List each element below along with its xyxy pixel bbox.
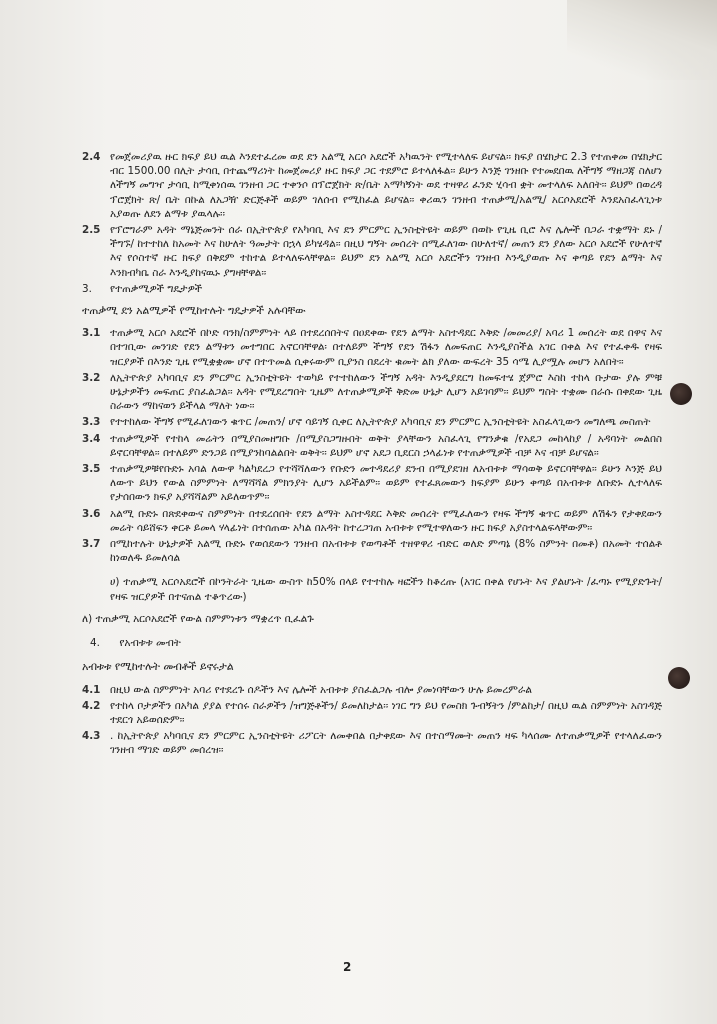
clause-number: 3.2 [82,371,101,384]
clause-text: . ከኢትዮጵያ አካባቢና ደን ምርምር ኢንስቲትዩት ሪፖርት ለመቀበል በታቀደው እና በተስማሙት መጠን ዛፍ ካላሰሙ ለተጠቃሚዎች የተላለፈውን ገንዘብ ማገድ ወይም መሰረዝ፡፡ [110,730,662,757]
clause-text: ተጠቃሚዎቹየቡድኑ አባል ለውዋ ካልካደረጋ የተሻሻለውን የቡድን መተዳደሪያ ደንብ በሚያደገዘ ለአብቱቱ ማሳወቅ ይኖርባቸዋል፡፡ ይሁን እንጅ ይህ ለውጥ ይህን የውል ስምምነት ለማሻሻል ምክንያት ሊሆን አይችልም፡፡ ወይም የተፈጸመውን ክፍያም ይሁን ቀጣይ በአብቱቱ ለቡድኑ ሊተላለፍ የታሰበውን ክፍያ አያሻሻልም አይለወጥም፡፡ [110,463,662,504]
page-number: 2 [343,960,352,974]
clause-4-2 [82,699,662,727]
clause-number: 3.7 [82,538,101,551]
clause-number: 3.3 [82,416,101,429]
clause-2-5 [82,223,662,280]
section-title: የተጠቃሚዎች ግዴታዎች [110,282,203,295]
punch-hole [668,667,690,689]
section-title: የአብቱቱ መብት [119,637,181,650]
clause-number: 2.5 [82,224,101,237]
clause-4-3 [82,729,662,757]
section-3-heading: ተጠቃሚ ደን አልሚዎች የሚከተሉት ግዴታዎች አሉባቸው [82,304,306,318]
clause-3-6 [82,507,662,535]
clause-text: የመጀመሪያዉ ዙር ክፍያ ይህ ዉል እንደተፈረመ ወደ ደን አልሚ አርሶ አደሮች አካዉንት የሚተላለፍ ይሆናል፡፡ ክፍያ በሄክታር 2.3 የተጠቀመ በሄክታር ብር 1500.00 በሊት ታሳቢ በተጨማሪነት ከመጀመሪያ ዙር ክፍያ ጋር ተደምሮ ይተላለፋል፡፡ ይሁን እንጅ ገንዘቡ የተመደበዉ ለችግኝ ማዘጋጃ ስለሆነ ለችግኝ መግዣ ታሳቢ ከሚቀነሰዉ ገንዘብ ጋር ተቀንሶ በፕሮጀክት ጽ/ቤት አማካኝነት ወደ ተዛዋሪ ፈንድ ሂሳብ ቋት መተላለፍ አለበት፡፡ ይህም በወረዳ ፕሮጀክት ጽ/ ቤት በኩል ለአጋዥ ድርጅቶች ወይም ገለሰብ የሚከፈል ይሆናል፡፡ ቀሪዉን ገንዘብ ተጠቃሚ/አልሚ/ አርሶአደሮች እንደአስፈላጊነቱ አያወጡ ለደን ልማቱ ያዉላሉ፡፡ [110,151,662,220]
section-4-title [82,636,662,650]
clause-text: አልሚ ቡድኑ በጽደቀውና ስምምነት በተደረሰበት የደን ልማት አስተዳደር እቅድ መሰረት የሚፈለውን የዛፍ ችግኝ ቁጥር ወይም ለሽፋን የታቀደውን መሬት ሳይሸፍን ቀርቶ ይመላ ሃላፊነት በተሰጠው አካል በአዳት ከተረጋገጠ አብቱቱ የሚተዋለውን ዙር ክፍያ አያስተላልፍላቸውም፡፡ [110,507,662,534]
clause-text: የተተከለው ችግኝ የሚፈለገውን ቁጥር /መጠን/ ሆኖ ሳይገኝ ሲቀር ለኢትዮጵያ አካባቢና ደን ምርምር ኢንስቲትዩት አስፈላጊውን መግለጫ መስጠት [110,416,651,429]
punch-hole [670,383,692,405]
clause-text: ተጠቃሚ አርሶ አደሮች በኮድ ባንክ/ስምምነት ላይ በተደረሰበትና በዐደቀው የደን ልማት አስተዳደር እቅድ /መመሪያ/ አባሪ 1 መሰረት ወደ በዋና እና በተገቢው መንገድ የደን ልማቱን መተግበር አኖርባቸዋል፡ በተለይም ችግኝ የደን ሽፋን ለመፍጠር እንዲያስችል አገር በቀል እና የተፈቀዱ የዛፍ ዝርያዎች በእንድ ጊዜ የሚቋቋሙ ሆኖ በተጥመል ሲቀሩውም ቢያንስ በደረት ቁመት ልክ ያለው ውፍረት 35 ሳሜ ሊያሟሉ መሆን አለበት፡፡ [110,327,662,368]
document-body [82,150,662,760]
clause-number: 3.4 [82,432,101,445]
clause-3-1 [82,326,662,369]
section-4-heading: አብቱቱ የሚከተሉት መብቶች ይኖሩታል [82,660,234,674]
clause-3-4 [82,432,662,460]
clause-2-4 [82,150,662,221]
clause-4-1 [82,683,662,697]
clause-text: ለኢትዮጵያ አካባቢና ደን ምርምር ኢንስቲትዩት ተወካይ የተተከለውን ችግኝ አዳት እንዲያደርግ ከመፍተሄ ጀምሮ እስከ ተከላ ቡታው ያሉ ምቹ ሁኔታዎችን መፍጠር ያስፈልጋል፡፡ አዳት የሚደረግበት ጊዜም ለተጠቃሚዎች ቅድመ ሁኔታ ሊሆን አይገባም፡፡ ይህም ግስት ተቋሙ በራሱ በቀደው ጊዜ ስራውን ማከናወን ይችላል ማለት ነው፡፡ [110,371,662,413]
clause-number: 4.3 [82,730,101,743]
clause-text: በሚከተሉት ሁኔታዎች አልሚ ቡድኑ የወሰደውን ገንዘብ በአብቱቱ የወጣቶች ተዘዋዋሪ ብድር ወለድ ምጣኔ (8% ስምንት በመቶ) በአመት ተሰልቶ ከነወለዱ ይመለሳል [110,538,662,565]
clause-text: በዚህ ውል ስምምነት አባሪ የተደረጉ ሰዶችን እና ሌሎች አብቱቱ ያስፈልጋሉ ብሎ ያመነባቸውን ሁሉ ይመረምራል [110,683,532,696]
clause-3-2 [82,371,662,414]
clause-3-5 [82,462,662,505]
clause-number: 4.2 [82,699,101,712]
section-number: 3. [82,282,92,295]
section-3-title [82,282,662,296]
clause-text: ተጠቃሚዎች የተከላ መሬትን በሚያስመዘግቡ /በሚያስጋግዙበት ወቅት ያላቸውን አስፈላጊ የግንቃቁ /የአደጋ መከላከያ / አዳባነት መልበስ ይኖርባቸዋል፡፡ በተለይም ድንጋይ በሚያንከባልልበት ወቅት፡፡ ይህም ሆኖ አደጋ ቢደርስ ኃላፊነቱ የተጠቃሚዎች ብቻ እና ብቻ ይሆናል፡፡ [110,432,662,459]
clause-3-3 [82,415,662,429]
clause-text: የተከላ ቦታዎችን በአካል ያያል የተሰሩ ስራዎችን /ዝግጅቶችን/ ይመለከታል፡፡ ነገር ግን ይህ የመስክ ጉብኝትን /ምልከታ/ በዚህ ዉል ስምምነት አስገዳጅ ተደርጎ አይወሰድም፡፡ [110,699,662,726]
clause-3-7 [82,537,662,565]
clause-number: 4.1 [82,683,101,696]
note-u: ሀ) ተጠቃሚ አርሶአደሮች በኮንትራት ጊዜው ውስጥ ከ50% በላይ የተተከሉ ዛፎችን ከቆረጡ (አገር በቀል የሆኑት እና ያልሆኑት /ፈጣኑ የሚያድጉት/ የዛፍ ዝርያዎች በተናጠል ተቆጥረው) [110,576,662,603]
clause-text: የፕሮግራም አዳት ማኔጅመንት ሰራ በኢትዮጵያ የአካባቢ እና ደን ምርምር ኢንስቲትዩት ወይም በወኩ የጊዜ ቢሮ እና ሌሎች በጋራ ተቋማት ደኑ /ችግኙ/ ከተተከለ ከአመት እና ከሁለት ዓመታት በኋላ ይካሄዳል፡፡ በዚህ ግኝት መሰረት በሚፈለገው በሁለተኛ/ መጠን ደን ያለው አርሶ አደሮች የሁለተኛ እና የሶስተኛ ዙር ክፍያ በቅደም ተከተል ይተላለፍላቸዋል፡፡ ይህም ደን አልሚ አርሶ አደሮችን ገንዘብ እንዲያወጡ እና ቀጣይ የደን ልማት እና እንክብካቤ ስራ እንዲያከናዉኑ ያግዛቸዋል፡፡ [110,224,662,279]
clause-number: 3.1 [82,327,101,340]
clause-number: 3.5 [82,463,101,476]
note-l: ለ) ተጠቃሚ አርሶአደሮች የውል ስምምነቱን ማቋረጥ ቢፈልጉ [82,612,314,625]
clause-number: 3.6 [82,507,101,520]
section-number: 4. [90,637,100,650]
clause-number: 2.4 [82,151,101,163]
